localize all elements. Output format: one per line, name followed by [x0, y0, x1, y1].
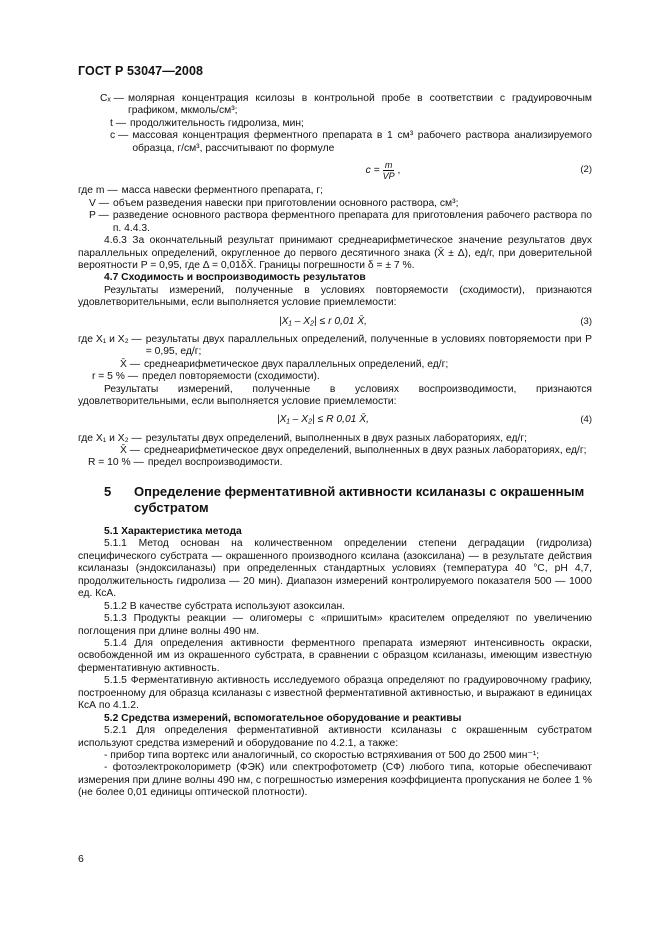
- paragraph-5-1-3: 5.1.3 Продукты реакции — олигомеры с «пришитым» красителем определяют по увеличению поглощения при длине волны 490 нм.: [78, 613, 592, 637]
- section-5-heading: [104, 484, 592, 516]
- definition-text: среднеарифметическое двух определений, выполненных в двух разных лабораториях, ед/г;: [144, 444, 587, 456]
- paragraph-5-1-2: 5.1.2 В качестве субстрата используют азоксилан.: [104, 600, 346, 612]
- definition-key: c —: [110, 130, 129, 142]
- paragraph-4-7-reproducibility: Результаты измерений, полученные в условиях воспроизводимости, признаются удовлетворительными, если выполняется условие приемлемости:: [78, 383, 592, 408]
- list-item: - прибор типа вортекс или аналогичный, со скоростью встряхивания от 500 до 2500 мин⁻¹;: [104, 750, 540, 762]
- definition-m: [78, 185, 592, 197]
- definition-key: Cₓ —: [100, 93, 124, 104]
- formula-number: (3): [580, 315, 592, 327]
- definition-key: r = 5 % —: [92, 371, 139, 383]
- definition-key: где X₁ и X₂ —: [78, 333, 142, 345]
- formula-2: [78, 157, 592, 183]
- definition-r: [92, 371, 592, 383]
- definition-key: R = 10 % —: [88, 457, 144, 469]
- formula-expression: |X₁ – X₂| ≤ R 0,01 X̄,: [276, 414, 369, 426]
- formula-expression: [78, 160, 568, 181]
- formula-number: (4): [580, 414, 592, 426]
- definition-v: [89, 198, 592, 210]
- definition-text: разведение основного раствора ферментного препарата для приготовления рабочего раствора по п. 4.4.3.: [112, 210, 592, 234]
- definition-key: V —: [89, 197, 110, 209]
- definition-key: P —: [89, 210, 109, 222]
- document-header: ГОСТ Р 53047—2008: [78, 64, 204, 78]
- definition-text: объем разведения навески при приготовлении основного раствора, см³;: [113, 197, 459, 209]
- definition-text: масса навески ферментного препарата, г;: [121, 185, 323, 197]
- definition-r-repro: [88, 457, 592, 469]
- formula-4: [78, 411, 592, 431]
- paragraph-5-1-1: 5.1.1 Метод основан на количественном определении степени деградации (гидролиза) специфического субстрата — окрашенного производного ксилана (азоксилана) — в результате действия ксиланазы (эндоксиланазы) при определенных стандартных условиях (температура 40 °С, рН 4,7, продолжительность гидролиза — 20 мин). Диапазон измерений контролируемого показателя 500 — 1000 ед. КсА.: [78, 538, 592, 600]
- formula-tail: ,: [397, 164, 401, 176]
- definition-t: [110, 118, 592, 130]
- formula-expression: |X₁ – X₂| ≤ r 0,01 X̄,: [278, 315, 367, 327]
- definition-text: массовая концентрация ферментного препарата в 1 см³ рабочего раствора анализируемого образца, г/см³, рассчитывают по формуле: [132, 130, 592, 154]
- list-item: - фотоэлектроколориметр (ФЭК) или спектрофотометр (СФ) любого типа, которые обеспечивают измерения при длине волны 490 нм, с погрешностью измерения коэффициента пропускания не более 1 % (не более 0,01 единицы оптической плотности).: [78, 762, 592, 799]
- definition-text: результаты двух параллельных определений, полученные в условиях повторяемости при P = 0,95, ед/г;: [145, 333, 592, 358]
- heading-5-2: 5.2 Средства измерений, вспомогательное оборудование и реактивы: [104, 712, 462, 724]
- definition-text: результаты двух определений, выполненных в двух разных лабораториях, ед/г;: [145, 432, 527, 444]
- definition-text: молярная концентрация ксилозы в контрольной пробе в соответствии с градуировочным графиком, мкмоль/см³;: [127, 93, 592, 117]
- definition-key: t —: [110, 117, 127, 129]
- definition-key: X̄ —: [120, 444, 141, 456]
- section-number: 5: [104, 483, 112, 499]
- definition-text: предел воспроизводимости.: [147, 457, 283, 469]
- definition-x1x2-labs: [78, 433, 592, 445]
- heading-5-1: 5.1 Характеристика метода: [104, 525, 242, 537]
- paragraph-4-7: Результаты измерений, полученные в условиях повторяемости (сходимости), признаются удовлетворительными, если выполняется условие приемлемости:: [78, 284, 592, 309]
- formula-number: (2): [580, 164, 592, 176]
- page-number: 6: [78, 853, 84, 865]
- definition-key: где m —: [78, 185, 118, 197]
- definition-key: где X₁ и X₂ —: [78, 432, 142, 444]
- formula-3: [78, 312, 592, 332]
- section-title: Определение ферментативной активности ксиланазы с окрашенным субстратом: [134, 483, 585, 515]
- paragraph-5-2-1: 5.2.1 Для определения ферментативной активности ксиланазы с окрашенным субстратом используют средства измерений и оборудование по 4.2.1, а также:: [78, 725, 592, 749]
- definition-text: продолжительность гидролиза, мин;: [130, 117, 304, 129]
- heading-4-7: 4.7 Сходимость и воспроизводимость результатов: [104, 272, 366, 284]
- formula-fraction: [383, 160, 395, 181]
- document-body: [78, 93, 592, 800]
- definition-xmean: [120, 359, 592, 371]
- formula-numerator: m: [384, 159, 393, 170]
- definition-key: X̄ —: [120, 358, 141, 370]
- paragraph-5-1-5: 5.1.5 Ферментативную активность исследуемого образца определяют по градуировочному графику, построенному для образца ксиланазы с известной ферментативной активностью, и выражают в единицах КсА по 4.1.2.: [78, 675, 592, 712]
- definition-p: [89, 210, 592, 235]
- formula-lhs: c =: [365, 164, 380, 176]
- paragraph-4-6-3: 4.6.3 За окончательный результат принимают среднеарифметическое значение результатов двух параллельных определений, округленное до первого десятичного знака (X̄ ± Δ), ед/г, при доверительной вероятности P = 0,95, где Δ = 0,01δX̄. Границы погрешности δ = ± 7 %.: [78, 235, 592, 271]
- definition-cx: [100, 93, 592, 118]
- definition-text: среднеарифметическое двух параллельных определений, ед/г;: [144, 358, 449, 370]
- paragraph-5-1-4: 5.1.4 Для определения активности ферментного препарата измеряют интенсивность окраски, освобожденной им из окрашенного субстрата, в сравнении с образцом ксиланазы, имеющим известную ферментативную активность.: [78, 637, 592, 674]
- definition-c: [110, 130, 592, 155]
- definition-x1x2: [78, 334, 592, 359]
- definition-text: предел повторяемости (сходимости).: [142, 371, 320, 383]
- definition-xmean-labs: [120, 445, 592, 457]
- formula-denominator: VP: [382, 170, 395, 181]
